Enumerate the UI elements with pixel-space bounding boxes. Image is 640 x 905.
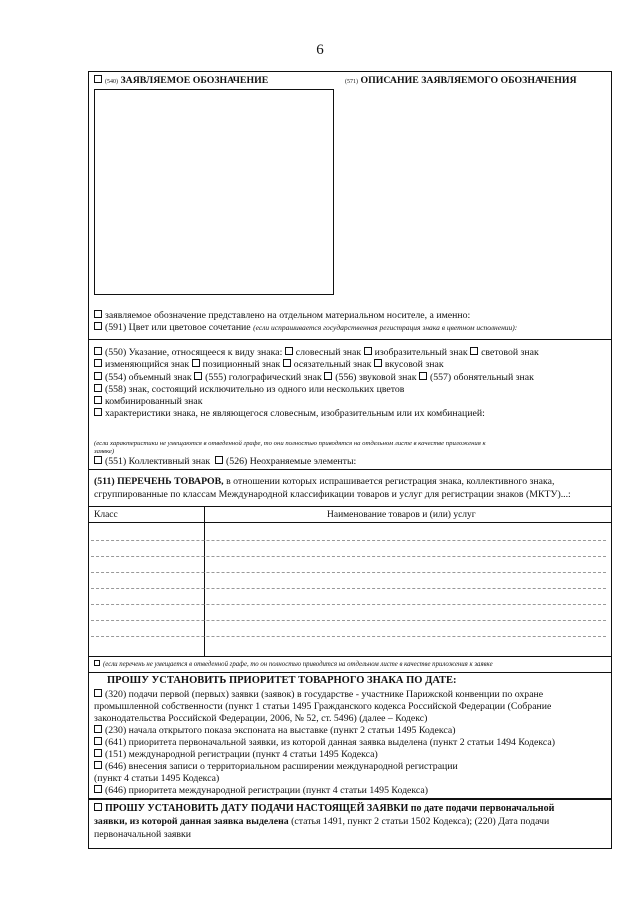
checkbox[interactable]: [94, 384, 102, 392]
checkbox[interactable]: [94, 749, 102, 757]
kind-line-7: (551) Коллективный знак (526) Неохраняемые элементы:: [94, 456, 356, 467]
kind-line-2: изменяющийся знак позиционный знак осязательный знак вкусовой знак: [94, 359, 444, 370]
goods-heading-1: (511) ПЕРЕЧЕНЬ ТОВАРОВ, в отношении которых испрашивается регистрация знака, коллективного знака,: [94, 476, 555, 487]
checkbox[interactable]: [194, 372, 202, 380]
priority-646b: (646) приоритета международной регистрации (пункт 4 статьи 1495 Кодекса): [94, 785, 428, 796]
filing-date-section: [89, 798, 611, 850]
kind-line-6: характеристики знака, не являющегося словесным, изобразительным или их комбинацией:: [94, 408, 485, 419]
filing-line-2: заявки, из которой данная заявка выделена (статья 1491, пункт 2 статьи 1502 Кодекса); (220) Дата подачи: [94, 816, 550, 827]
checkbox[interactable]: [419, 372, 427, 380]
divider: [89, 522, 611, 523]
checkbox[interactable]: [94, 660, 100, 666]
checkbox[interactable]: [94, 396, 102, 404]
entry-line[interactable]: [91, 540, 606, 541]
checkbox[interactable]: [283, 359, 291, 367]
color-line: (591) Цвет или цветовое сочетание (если испрашивается государственная регистрация знака в цветном исполнении):: [94, 322, 517, 333]
checkbox[interactable]: [285, 347, 293, 355]
checkbox[interactable]: [192, 359, 200, 367]
checkbox[interactable]: [94, 310, 102, 318]
kind-line-5: комбинированный знак: [94, 396, 203, 407]
priority-section: [89, 672, 611, 798]
priority-320-cont: промышленной собственности (пункт 1 статьи 1495 Гражданского кодекса Российской Федерации (Собрание: [94, 701, 552, 712]
priority-320-cont2: законодательства Российской Федерации, 2006, № 52, ст. 5496) (далее – Кодекс): [94, 713, 428, 724]
page-number: 6: [316, 42, 324, 58]
entry-line[interactable]: [91, 588, 606, 589]
kind-note-1: (если характеристики не умещаются в отведенной графе, то они полностью приводятся на отдельном листе в качестве приложения к: [94, 440, 486, 447]
checkbox[interactable]: [94, 456, 102, 464]
checkbox[interactable]: [94, 737, 102, 745]
priority-641: (641) приоритета первоначальной заявки, из которой данная заявка выделена (пункт 2 статьи 1494 Кодекса): [94, 737, 555, 748]
priority-title: ПРОШУ УСТАНОВИТЬ ПРИОРИТЕТ ТОВАРНОГО ЗНАКА ПО ДАТЕ:: [107, 675, 457, 686]
application-form: [88, 71, 612, 849]
priority-230: (230) начала открытого показа экспоната на выставке (пункт 2 статьи 1495 Кодекса): [94, 725, 455, 736]
sec571-header: (571) ОПИСАНИЕ ЗАЯВЛЯЕМОГО ОБОЗНАЧЕНИЯ: [345, 75, 577, 86]
kind-line-3: (554) объемный знак (555) голографический знак (556) звуковой знак (557) обонятельный знак: [94, 372, 534, 383]
checkbox[interactable]: [94, 785, 102, 793]
filing-line-1: ПРОШУ УСТАНОВИТЬ ДАТУ ПОДАЧИ НАСТОЯЩЕЙ ЗАЯВКИ по дате подачи первоначальной: [94, 803, 554, 814]
entry-line[interactable]: [91, 636, 606, 637]
entry-line[interactable]: [91, 572, 606, 573]
entry-line[interactable]: [91, 620, 606, 621]
goods-footnote: (если перечень не умещается в отведенной графе, то он полностью приводится на отдельном листе в качестве приложения к заявке: [94, 659, 493, 670]
entry-line[interactable]: [91, 556, 606, 557]
checkbox[interactable]: [215, 456, 223, 464]
checkbox[interactable]: [94, 75, 102, 83]
sec540-header: (540) ЗАЯВЛЯЕМОЕ ОБОЗНАЧЕНИЕ: [94, 75, 268, 88]
divider: [89, 506, 611, 507]
designation-section: [89, 72, 611, 339]
entry-line[interactable]: [91, 604, 606, 605]
checkbox[interactable]: [94, 359, 102, 367]
column-divider: [204, 506, 205, 656]
checkbox[interactable]: [94, 408, 102, 416]
checkbox[interactable]: [94, 803, 102, 811]
checkbox[interactable]: [374, 359, 382, 367]
checkbox[interactable]: [94, 761, 102, 769]
mark-kind-section: [89, 339, 611, 469]
checkbox[interactable]: [94, 372, 102, 380]
checkbox[interactable]: [94, 322, 102, 330]
checkbox[interactable]: [364, 347, 372, 355]
divider: [89, 656, 611, 657]
checkbox[interactable]: [94, 689, 102, 697]
priority-320: (320) подачи первой (первых) заявки (заявок) в государстве - участнике Парижской конвенции по охране: [94, 689, 543, 700]
kind-line-4: (558) знак, состоящий исключительно из одного или нескольких цветов: [94, 384, 404, 395]
kind-note-2: заявке): [94, 448, 115, 455]
checkbox[interactable]: [470, 347, 478, 355]
designation-image-box[interactable]: [94, 89, 334, 295]
kind-line-1: (550) Указание, относящееся к виду знака: словесный знак изобразительный знак световой знак: [94, 347, 539, 358]
column-header-class: Класс: [94, 510, 118, 520]
column-header-goods: Наименование товаров и (или) услуг: [327, 510, 476, 520]
goods-heading-2: сгруппированные по классам Международной классификации товаров и услуг для регистрации знаков (МКТУ)...:: [94, 489, 571, 500]
checkbox[interactable]: [94, 725, 102, 733]
checkbox[interactable]: [324, 372, 332, 380]
priority-646a: (646) внесения записи о территориальном расширении международной регистрации: [94, 761, 458, 772]
material-carrier-line: заявляемое обозначение представлено на отдельном материальном носителе, а именно:: [94, 310, 470, 321]
priority-151: (151) международной регистрации (пункт 4 статьи 1495 Кодекса): [94, 749, 378, 760]
checkbox[interactable]: [94, 347, 102, 355]
goods-section: [89, 469, 611, 672]
filing-line-3: первоначальной заявки: [94, 829, 192, 840]
priority-646a-cont: (пункт 4 статьи 1495 Кодекса): [94, 773, 220, 784]
